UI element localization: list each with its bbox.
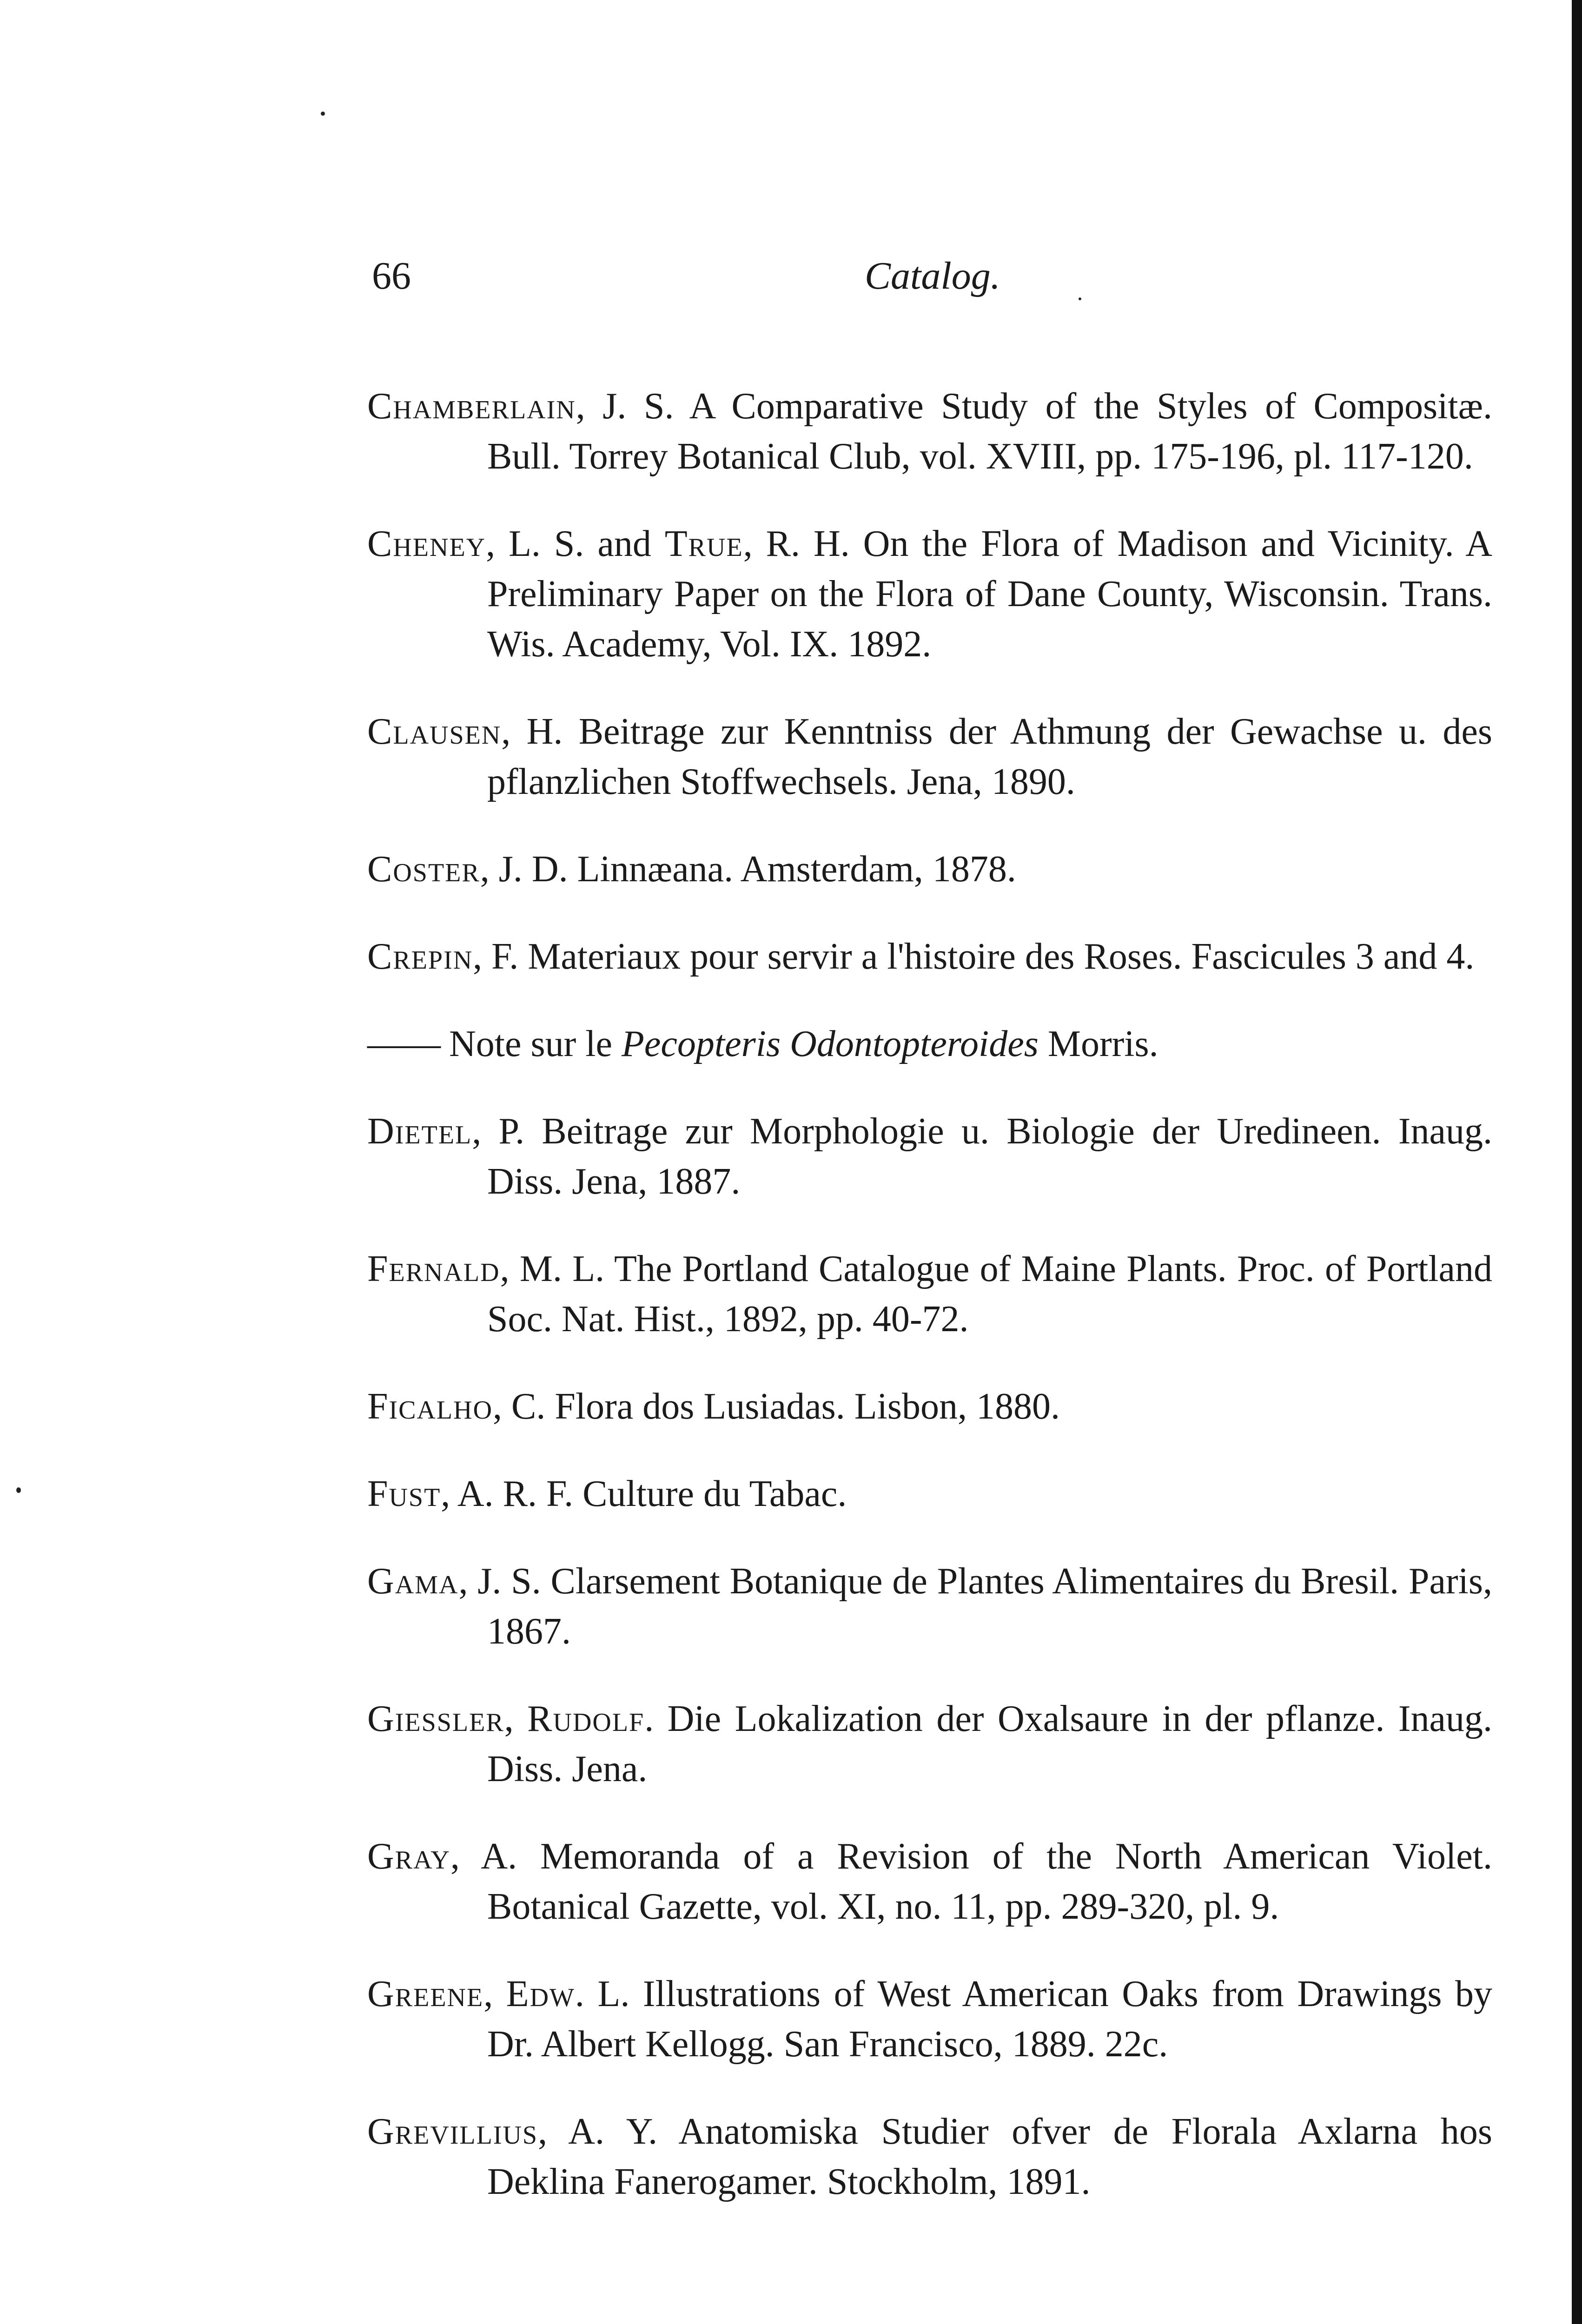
entry-text: Note sur le xyxy=(440,1023,622,1064)
entry-author: Dietel xyxy=(367,1111,472,1152)
entry-text: , H. Beitrage zur Kenntniss der Athmung der Gewachse u. des pflanzlichen Stoffwechsels. Jena, 1890. xyxy=(487,711,1492,802)
paper-speck xyxy=(16,1487,21,1493)
entry-coauthor: Rudolf xyxy=(527,1698,645,1739)
entry-text: , J. D. Linnæana. Amsterdam, 1878. xyxy=(480,849,1016,890)
catalog-entry xyxy=(367,844,1492,894)
entry-text: . Die Lokalization der Oxalsaure in der pflanze. Inaug. Diss. Jena. xyxy=(487,1698,1493,1789)
entry-coauthor: Edw xyxy=(506,1974,575,2014)
entry-author: Fust xyxy=(367,1473,441,1514)
entry-author: Gama xyxy=(367,1561,459,1602)
entry-text: , P. Beitrage zur Morphologie u. Biologie der Uredineen. Inaug. Diss. Jena, 1887. xyxy=(472,1111,1492,1202)
catalog-entry xyxy=(367,381,1492,482)
entry-italic-title: Pecopteris Odontopteroides xyxy=(622,1023,1039,1064)
entry-text: , L. S. and xyxy=(486,523,665,564)
entry-text: , M. L. The Portland Catalogue of Maine Plants. Proc. of Portland Soc. Nat. Hist., 1892, pp. 40-72. xyxy=(487,1248,1492,1340)
entry-author: Fernald xyxy=(367,1248,500,1289)
catalog-entry xyxy=(367,1694,1492,1794)
entry-text: , xyxy=(504,1698,528,1739)
page-number: 66 xyxy=(372,254,411,297)
catalog-entry xyxy=(367,1381,1492,1432)
catalog-entry xyxy=(367,1831,1492,1932)
catalog-entry xyxy=(367,1969,1492,2069)
running-title: Catalog. xyxy=(865,254,1000,297)
entry-author: Cheney xyxy=(367,523,486,564)
catalog-entry xyxy=(367,1244,1492,1344)
entry-text: , A. R. F. Culture du Tabac. xyxy=(441,1473,847,1514)
entry-text: Morris. xyxy=(1038,1023,1158,1064)
entry-author: Coster xyxy=(367,849,480,890)
paper-speck xyxy=(321,112,325,116)
entry-text: . L. Illustrations of West American Oaks from Drawings by Dr. Albert Kellogg. San Francisco, 1889. 22c. xyxy=(487,1974,1492,2065)
entry-author: Greene xyxy=(367,1974,484,2014)
entry-text: , F. Materiaux pour servir a l'histoire des Roses. Fascicules 3 and 4. xyxy=(473,936,1475,977)
catalog-entry xyxy=(367,519,1492,669)
entry-text: , A. Memoranda of a Revision of the North American Violet. Botanical Gazette, vol. XI, no. 11, pp. 289-320, pl. 9. xyxy=(450,1836,1492,1927)
entry-text: , A. Y. Anatomiska Studier ofver de Florala Axlarna hos Deklina Fanerogamer. Stockholm, 1891. xyxy=(487,2111,1492,2202)
entry-author: Chamberlain xyxy=(367,386,576,427)
entry-author: Clausen xyxy=(367,711,502,752)
catalog-entry xyxy=(367,1469,1492,1519)
catalog-entry xyxy=(367,2106,1492,2207)
entry-text: , xyxy=(483,1974,506,2014)
catalog-entry xyxy=(367,1556,1492,1657)
page-header xyxy=(372,253,1488,309)
page-edge-right xyxy=(1572,0,1582,2324)
entry-author: Giessler xyxy=(367,1698,504,1739)
entry-text: , C. Flora dos Lusiadas. Lisbon, 1880. xyxy=(493,1386,1060,1427)
catalog-entry xyxy=(367,931,1492,982)
entry-text: , J. S. A Comparative Study of the Styles of Compositæ. Bull. Torrey Botanical Club, vol. XVIII, pp. 175-196, pl. 117-120. xyxy=(487,386,1492,477)
entry-author: Ficalho xyxy=(367,1386,493,1427)
entry-author: Grevillius xyxy=(367,2111,538,2152)
entry-coauthor: True xyxy=(664,523,743,564)
entry-text: , R. H. On the Flora of Madison and Vicinity. A Preliminary Paper on the Flora of Dane County, Wisconsin. Trans. Wis. Academy, Vol. IX. 1892. xyxy=(487,523,1492,665)
catalog-entry xyxy=(367,1019,1492,1069)
catalog-entry xyxy=(367,706,1492,807)
catalog-entry xyxy=(367,1106,1492,1207)
catalog-entries xyxy=(367,344,1492,2231)
entry-text: , J. S. Clarsement Botanique de Plantes Alimentaires du Bresil. Paris, 1867. xyxy=(458,1561,1492,1652)
entry-author: Crepin xyxy=(367,936,473,977)
ditto-dash: —— xyxy=(367,1023,440,1064)
entry-author: Gray xyxy=(367,1836,450,1877)
